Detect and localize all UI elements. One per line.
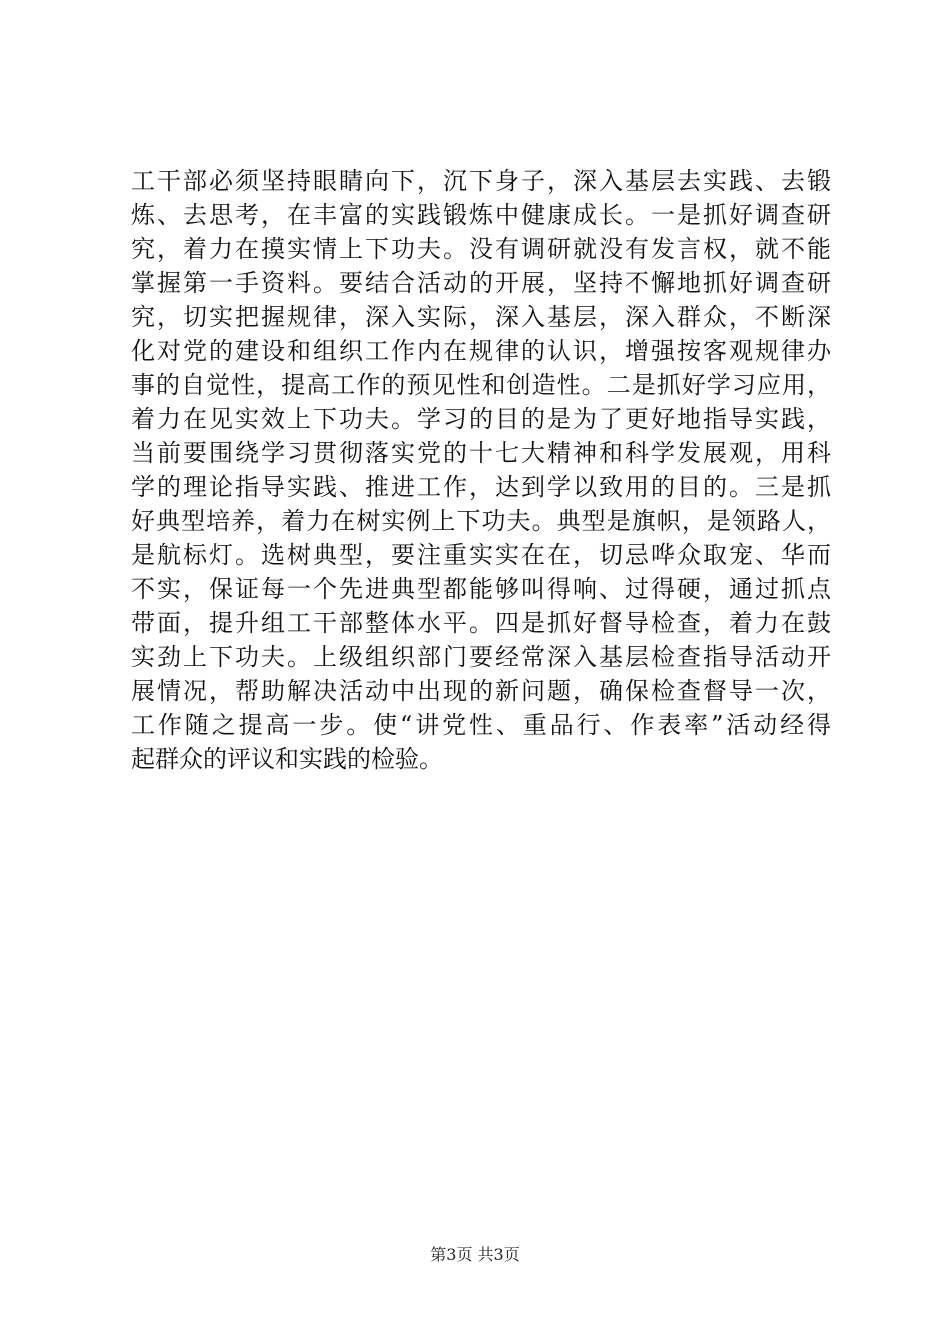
text-line: 学的理论指导实践、推进工作，达到学以致用的目的。三是抓: [131, 473, 831, 501]
text-line: 展情况，帮助解决活动中出现的新问题，确保检查督导一次，: [131, 677, 831, 705]
text-line: 炼、去思考，在丰富的实践锻炼中健康成长。一是抓好调查研: [131, 201, 831, 229]
text-line: 化对党的建设和组织工作内在规律的认识，增强按客观规律办: [131, 337, 831, 365]
text-line: 究，着力在摸实情上下功夫。没有调研就没有发言权，就不能: [131, 235, 831, 263]
text-line: 是航标灯。选树典型，要注重实实在在，切忌哗众取宠、华而: [131, 541, 831, 569]
body-paragraph: [131, 164, 831, 776]
text-line: 掌握第一手资料。要结合活动的开展，坚持不懈地抓好调查研: [131, 269, 831, 297]
text-line: 工干部必须坚持眼睛向下，沉下身子，深入基层去实践、去锻: [131, 167, 831, 195]
text-line: 着力在见实效上下功夫。学习的目的是为了更好地指导实践，: [131, 405, 831, 433]
text-line: 事的自觉性，提高工作的预见性和创造性。二是抓好学习应用，: [131, 371, 831, 399]
text-line: 带面，提升组工干部整体水平。四是抓好督导检查，着力在鼓: [131, 609, 831, 637]
text-line: 不实，保证每一个先进典型都能够叫得响、过得硬，通过抓点: [131, 575, 831, 603]
text-line: 工作随之提高一步。使“讲党性、重品行、作表率”活动经得: [131, 711, 831, 739]
text-line: 究，切实把握规律，深入实际，深入基层，深入群众，不断深: [131, 303, 831, 331]
text-line: 实劲上下功夫。上级组织部门要经常深入基层检查指导活动开: [131, 643, 831, 671]
text-line: 好典型培养，着力在树实例上下功夫。典型是旗帜，是领路人，: [131, 507, 831, 535]
text-line: 起群众的评议和实践的检验。: [131, 745, 443, 773]
page-number-footer: 第3页 共3页: [430, 1245, 520, 1264]
text-line: 当前要围绕学习贯彻落实党的十七大精神和科学发展观，用科: [131, 439, 831, 467]
